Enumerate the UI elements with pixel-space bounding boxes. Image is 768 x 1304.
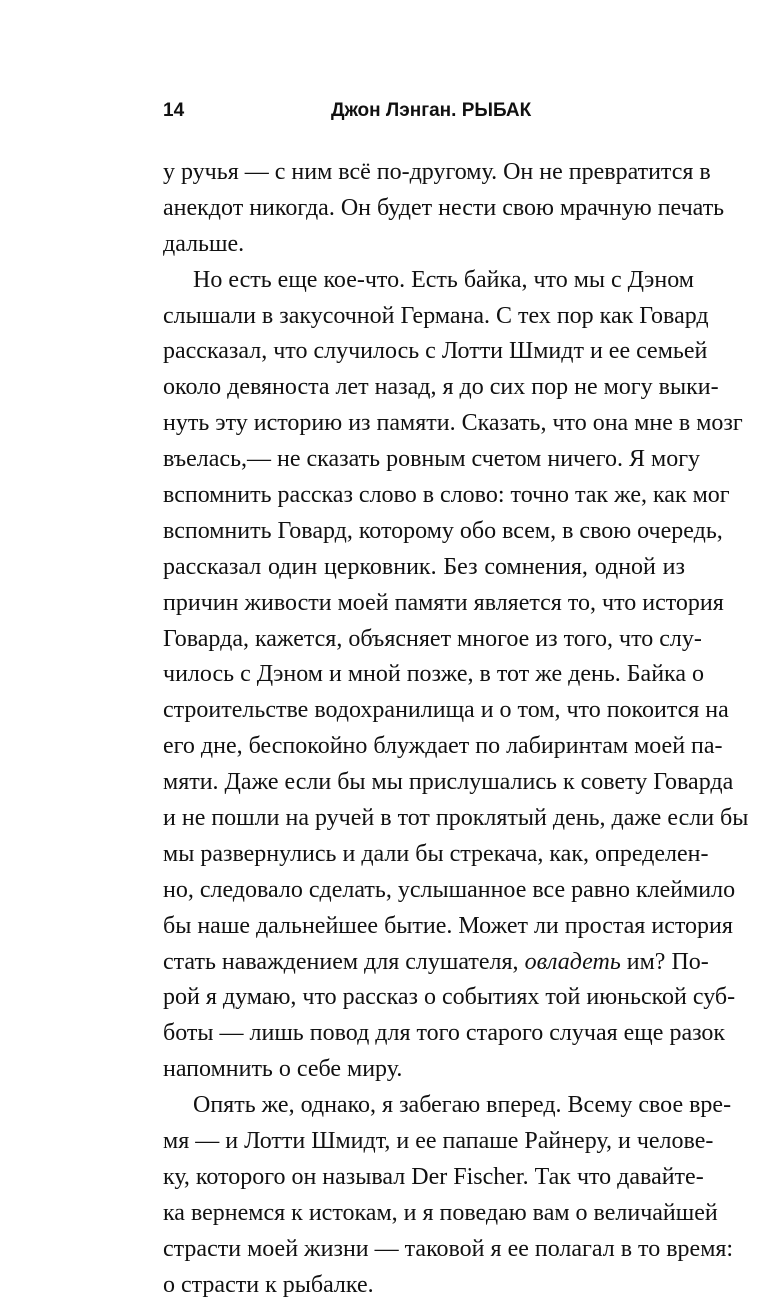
text-line: боты — лишь повод для того старого случая еще разок bbox=[163, 1020, 726, 1047]
text-segment: стать наваждением для слушателя, bbox=[163, 948, 525, 975]
text-line: нуть эту историю из памяти. Сказать, что она мне в мозг bbox=[163, 410, 743, 437]
running-title: Джон Лэнган. РЫБАК bbox=[331, 100, 532, 121]
text-line: Опять же, однако, я забегаю вперед. Всему свое вре- bbox=[193, 1092, 732, 1119]
text-line bbox=[163, 945, 709, 981]
text-line: напомнить о себе миру. bbox=[163, 1056, 403, 1083]
text-line: о страсти к рыбалке. bbox=[163, 1271, 374, 1298]
text-line: чилось с Дэном и мной позже, в тот же день. Байка о bbox=[163, 661, 704, 688]
text-line: въелась,— не сказать ровным счетом ничего. Я могу bbox=[163, 446, 701, 473]
text-line: вспомнить Говард, которому обо всем, в свою очередь, bbox=[163, 517, 723, 544]
text-line: рассказал один церковник. Без сомнения, одной из bbox=[163, 553, 685, 580]
text-line: и не пошли на ручей в тот проклятый день, даже если бы bbox=[163, 805, 749, 832]
text-line: его дне, беспокойно блуждает по лабиринтам моей па- bbox=[163, 733, 723, 760]
text-line: рассказал, что случилось с Лотти Шмидт и ее семьей bbox=[163, 338, 708, 365]
text-segment: им? По- bbox=[620, 948, 709, 975]
text-line: вспомнить рассказ слово в слово: точно так же, как мог bbox=[163, 482, 730, 509]
text-line: мы развернулись и дали бы стрекача, как, определен- bbox=[163, 840, 709, 867]
emphasized-word: овладеть bbox=[524, 948, 621, 975]
body-text bbox=[163, 155, 749, 1304]
text-line: строительстве водохранилища и о том, что покоится на bbox=[163, 697, 729, 724]
text-line: мя — и Лотти Шмидт, и ее папаше Райнеру, и челове- bbox=[163, 1128, 714, 1155]
page-number: 14 bbox=[163, 100, 185, 121]
text-line: ка вернемся к истокам, и я поведаю вам о величайшей bbox=[163, 1199, 718, 1226]
text-line: слышали в закусочной Германа. С тех пор как Говард bbox=[163, 302, 709, 329]
text-line: Но есть еще кое-что. Есть байка, что мы с Дэном bbox=[193, 266, 694, 293]
text-line: мяти. Даже если бы мы прислушались к совету Говарда bbox=[163, 769, 734, 796]
text-line: ку, которого он называл Der Fischer. Так что давайте- bbox=[163, 1163, 704, 1190]
text-line: Говарда, кажется, объясняет многое из того, что слу- bbox=[163, 625, 702, 652]
text-line: дальше. bbox=[163, 230, 245, 257]
running-head bbox=[163, 100, 685, 130]
text-line: рой я думаю, что рассказ о событиях той июньской суб- bbox=[163, 984, 736, 1011]
text-line: причин живости моей памяти является то, что история bbox=[163, 589, 724, 616]
text-line: анекдот никогда. Он будет нести свою мрачную печать bbox=[163, 194, 725, 221]
text-line: бы наше дальнейшее бытие. Может ли простая история bbox=[163, 912, 733, 939]
text-line: около девяноста лет назад, я до сих пор не могу выки- bbox=[163, 374, 719, 401]
text-line: страсти моей жизни — таковой я ее полагал в то время: bbox=[163, 1235, 734, 1262]
text-line: но, следовало сделать, услышанное все равно клеймило bbox=[163, 876, 736, 903]
text-line: у ручья — с ним всё по-другому. Он не превратится в bbox=[163, 159, 711, 185]
